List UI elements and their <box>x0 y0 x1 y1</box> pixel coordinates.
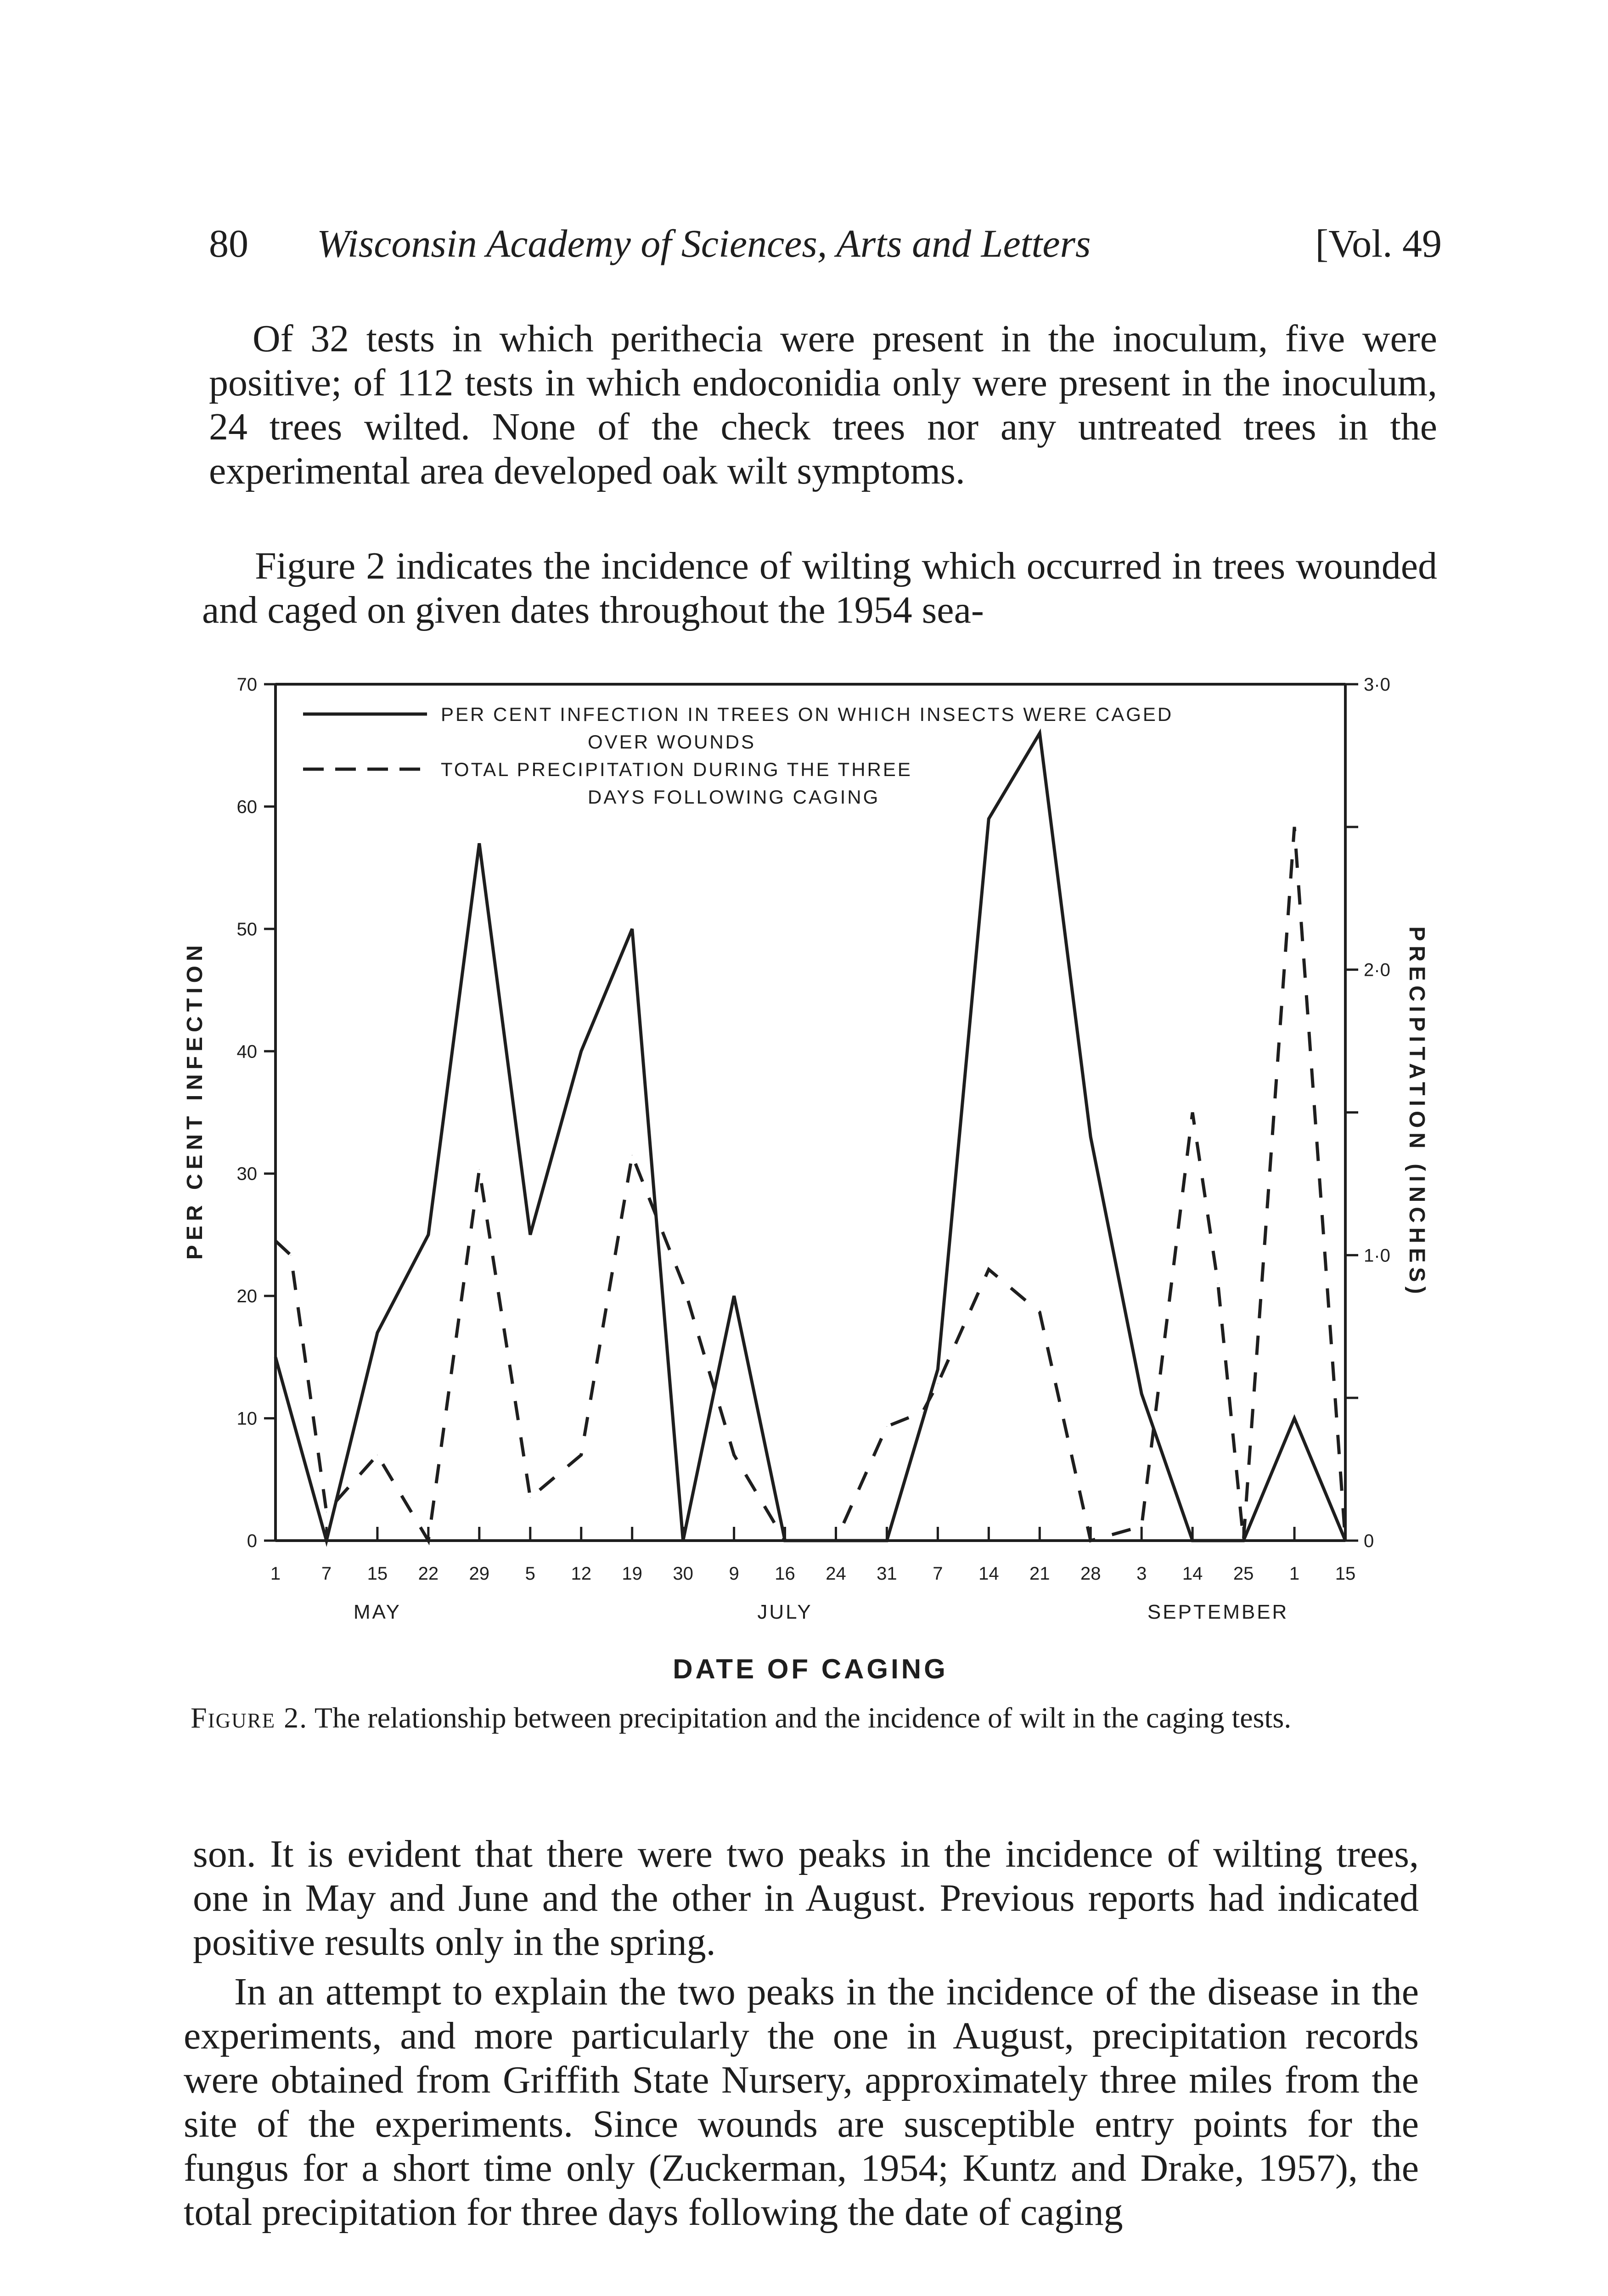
y2-tick-label: 1·0 <box>1364 1245 1390 1266</box>
paragraph-1: Of 32 tests in which perithecia were present in the inoculum, five were positive; of 112 tests in which endoconidia only were present in the inoculum, 24 trees wilted. None of the check trees nor any untreated trees in the experimental area developed oak wilt symptoms. <box>209 317 1437 492</box>
volume-label: [Vol. 49 <box>1315 221 1442 265</box>
x-tick-label: 3 <box>1136 1564 1147 1584</box>
x-tick-label: 1 <box>1289 1564 1300 1584</box>
x-tick-label: 1 <box>270 1564 281 1584</box>
x-tick-label: 19 <box>622 1564 642 1584</box>
y-tick-label: 20 <box>236 1286 257 1307</box>
y2-tick-label: 3·0 <box>1364 675 1390 695</box>
figure-caption <box>191 1701 1421 1734</box>
x-tick-label: 9 <box>729 1564 739 1584</box>
y2-axis-title: PRECIPITATION (INCHES) <box>1405 926 1429 1299</box>
x-tick-label: 16 <box>775 1564 795 1584</box>
page-number: 80 <box>209 221 248 265</box>
legend-solid-label: PER CENT INFECTION IN TREES ON WHICH INSECTS WERE CAGED <box>441 703 1174 725</box>
x-tick-label: 14 <box>978 1564 999 1584</box>
paragraph-4: In an attempt to explain the two peaks in the incidence of the disease in the experiments, and more particularly the one in August, precipitation records were obtained from Griffith State Nursery, approximately three miles from the site of the experiments. Since wounds are susceptible entry points for the fungus for a short time only (Zuckerman, 1954; Kuntz and Drake, 1957), the total precipitation for three days following the date of caging <box>184 1970 1419 2234</box>
paragraph-3: son. It is evident that there were two peaks in the incidence of wilting trees, one in May and June and the other in August. Previous reports had indicated positive results only in the spring. <box>193 1833 1419 1964</box>
y-axis-title: PER CENT INFECTION <box>183 940 207 1260</box>
x-tick-label: 29 <box>469 1564 490 1584</box>
x-tick-label: 14 <box>1182 1564 1203 1584</box>
x-tick-label: 30 <box>673 1564 693 1584</box>
y-tick-label: 40 <box>236 1041 257 1062</box>
x-month-label: MAY <box>353 1601 401 1623</box>
legend-dashed-label-cont: DAYS FOLLOWING CAGING <box>588 786 880 808</box>
running-header <box>209 220 1442 285</box>
legend-solid-label-cont: OVER WOUNDS <box>588 731 756 753</box>
x-tick-label: 31 <box>877 1564 897 1584</box>
x-axis-title: DATE OF CAGING <box>673 1654 948 1684</box>
x-tick-label: 7 <box>933 1564 943 1584</box>
x-tick-label: 12 <box>571 1564 591 1584</box>
y-tick-label: 10 <box>236 1408 257 1429</box>
y-tick-label: 30 <box>236 1164 257 1184</box>
chart-ticks <box>237 675 1390 1584</box>
y2-tick-label: 2·0 <box>1364 960 1390 980</box>
x-tick-label: 24 <box>826 1564 846 1584</box>
infection-line <box>275 733 1345 1541</box>
x-month-label: JULY <box>757 1601 813 1623</box>
y-tick-label: 70 <box>236 675 257 695</box>
chart-series <box>275 733 1346 1541</box>
y2-tick-label: 0 <box>1364 1531 1374 1551</box>
x-tick-label: 5 <box>525 1564 535 1584</box>
y-tick-label: 50 <box>236 919 257 940</box>
x-tick-label: 15 <box>1335 1564 1356 1584</box>
x-tick-label: 15 <box>367 1564 388 1584</box>
x-tick-label: 28 <box>1080 1564 1101 1584</box>
x-tick-label: 25 <box>1233 1564 1254 1584</box>
x-tick-label: 22 <box>418 1564 439 1584</box>
journal-title: Wisconsin Academy of Sciences, Arts and Letters <box>317 221 1091 265</box>
y-tick-label: 0 <box>247 1531 257 1551</box>
caption-label: Figure 2. <box>191 1701 308 1734</box>
caption-text: The relationship between precipitation and the incidence of wilt in the caging tests. <box>314 1701 1292 1734</box>
paragraph-2: Figure 2 indicates the incidence of wilting which occurred in trees wounded and caged on given dates throughout the 1954 sea- <box>202 545 1437 631</box>
x-tick-label: 21 <box>1029 1564 1050 1584</box>
precipitation-point <box>1192 1112 1193 1113</box>
y-tick-label: 60 <box>236 797 257 817</box>
x-tick-label: 7 <box>321 1564 332 1584</box>
chart-axes <box>275 684 1345 1541</box>
x-month-label: SEPTEMBER <box>1147 1601 1289 1623</box>
figure-2-chart <box>174 666 1429 1685</box>
legend-dashed-label: TOTAL PRECIPITATION DURING THE THREE <box>441 759 912 780</box>
